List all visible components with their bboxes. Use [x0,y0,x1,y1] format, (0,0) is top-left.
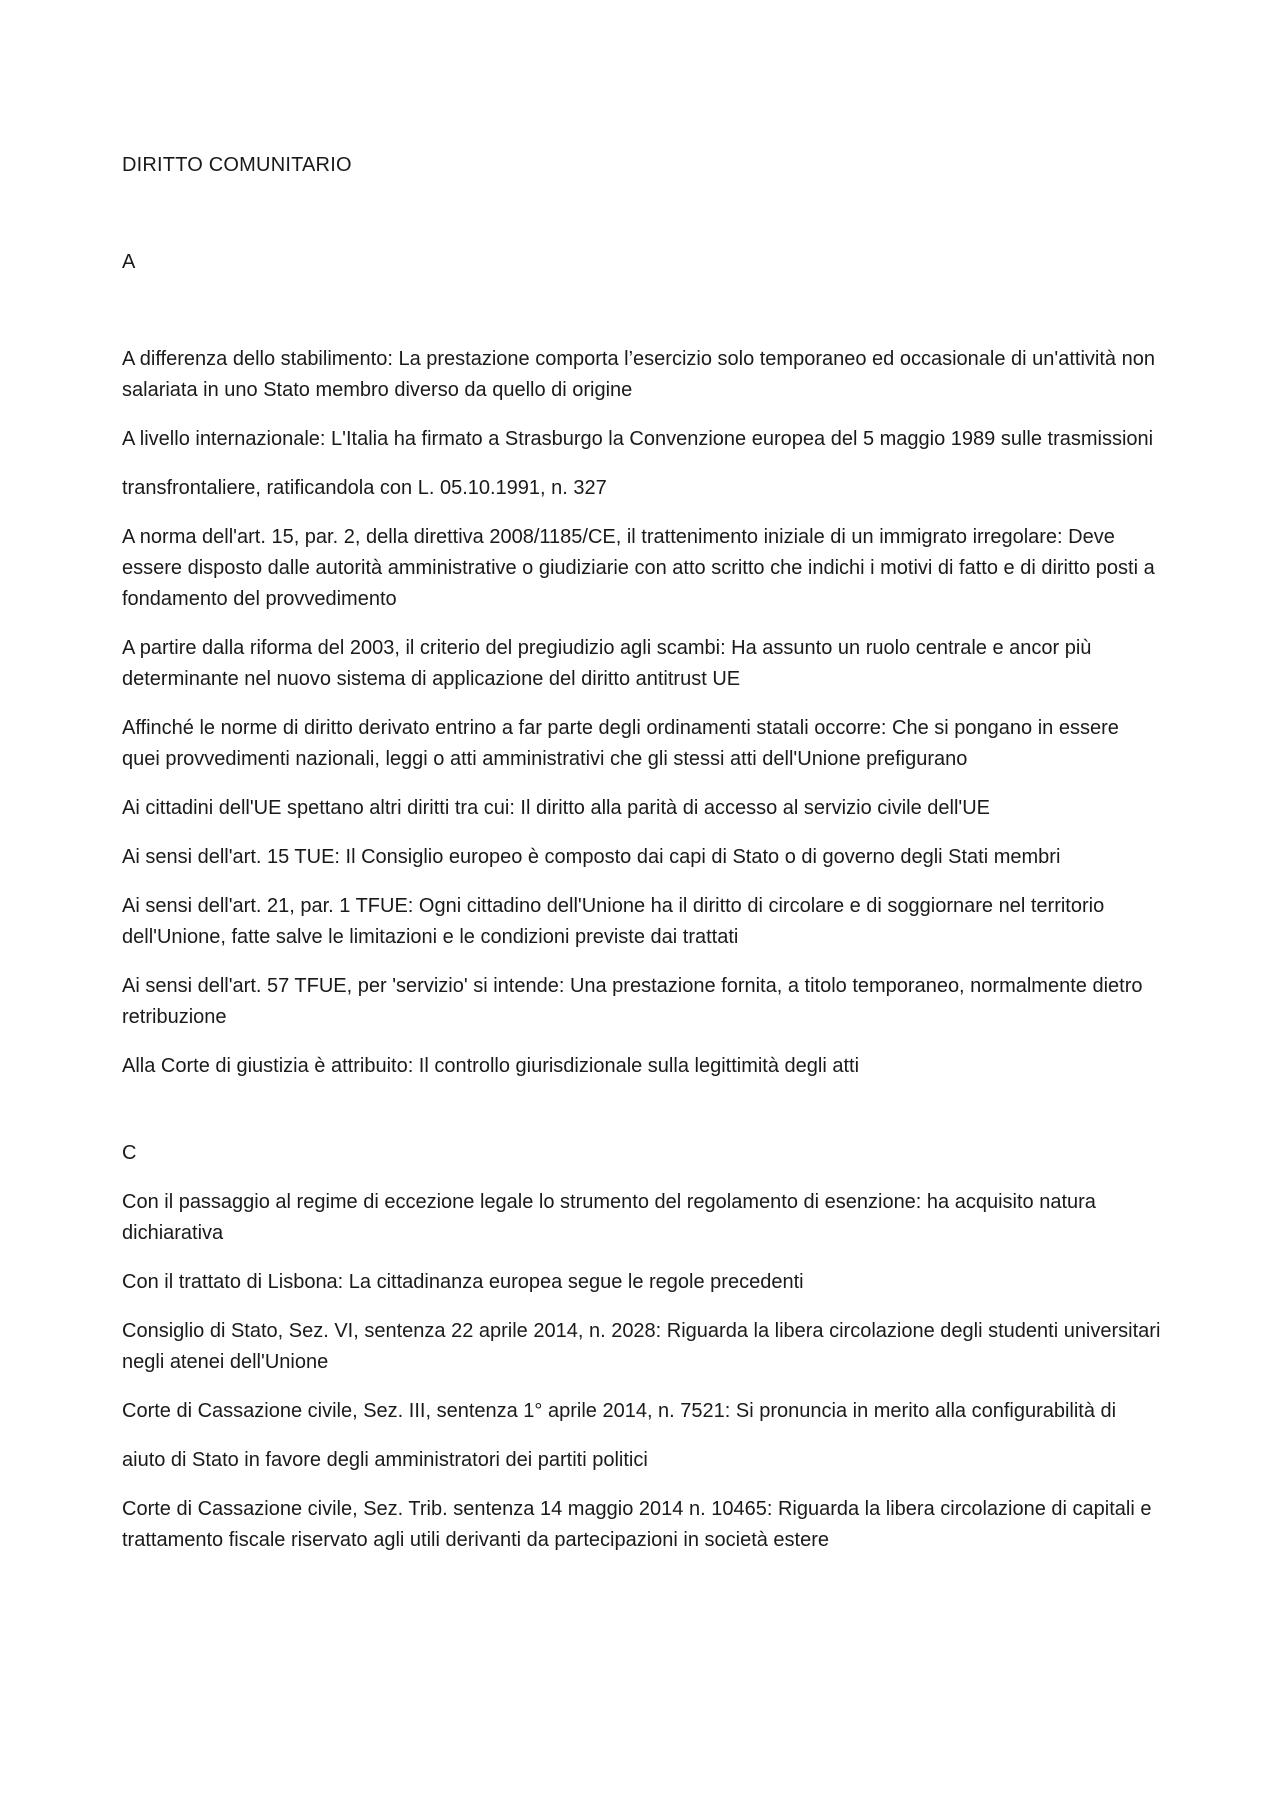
entry-paragraph: A differenza dello stabilimento: La prestazione comporta l’esercizio solo temporaneo ed occasionale di un'attività non salariata in uno Stato membro diverso da quello di origine [122,348,1155,401]
entry-paragraph: Corte di Cassazione civile, Sez. Trib. sentenza 14 maggio 2014 n. 10465: Riguarda la libera circolazione di capitali e trattamento fiscale riservato agli utili derivanti da partecipazioni in società estere [122,1498,1152,1551]
entry-paragraph: Ai sensi dell'art. 57 TFUE, per 'servizio' si intende: Una prestazione fornita, a titolo temporaneo, normalmente dietro retribuzione [122,975,1143,1028]
entry-paragraph: A norma dell'art. 15, par. 2, della direttiva 2008/1185/CE, il trattenimento iniziale di un immigrato irregolare: Deve essere disposto dalle autorità amministrative o giudiziarie con atto scritto che indichi i motivi di fatto e di diritto posti a fondamento del provvedimento [122,526,1155,610]
entry-paragraph: Con il passaggio al regime di eccezione legale lo strumento del regolamento di esenzione: ha acquisito natura dichiarativa [122,1191,1096,1244]
section-heading-a: A [122,251,136,273]
entry-paragraph: aiuto di Stato in favore degli amministratori dei partiti politici [122,1449,648,1471]
entry-paragraph: Corte di Cassazione civile, Sez. III, sentenza 1° aprile 2014, n. 7521: Si pronuncia in merito alla configurabilità di [122,1400,1117,1422]
entry-paragraph: Ai cittadini dell'UE spettano altri diritti tra cui: Il diritto alla parità di accesso al servizio civile dell'UE [122,797,990,819]
section-heading-c: C [122,1142,137,1164]
entry-paragraph: Con il trattato di Lisbona: La cittadinanza europea segue le regole precedenti [122,1271,804,1293]
entry-paragraph: A livello internazionale: L'Italia ha firmato a Strasburgo la Convenzione europea del 5 maggio 1989 sulle trasmissioni [122,428,1154,450]
document-body [122,150,1162,1574]
document-title: DIRITTO COMUNITARIO [122,154,352,176]
entry-paragraph: Consiglio di Stato, Sez. VI, sentenza 22 aprile 2014, n. 2028: Riguarda la libera circolazione degli studenti universitari negli atenei dell'Unione [122,1320,1161,1373]
entry-paragraph: transfrontaliere, ratificandola con L. 05.10.1991, n. 327 [122,477,607,499]
entry-paragraph: Alla Corte di giustizia è attribuito: Il controllo giurisdizionale sulla legittimità degli atti [122,1055,860,1077]
entry-paragraph: Ai sensi dell'art. 21, par. 1 TFUE: Ogni cittadino dell'Unione ha il diritto di circolare e di soggiornare nel territorio dell'Unione, fatte salve le limitazioni e le condizioni previste dai trattati [122,895,1105,948]
entry-paragraph: A partire dalla riforma del 2003, il criterio del pregiudizio agli scambi: Ha assunto un ruolo centrale e ancor più determinante nel nuovo sistema di applicazione del diritto antitrust UE [122,637,1092,690]
entry-paragraph: Ai sensi dell'art. 15 TUE: Il Consiglio europeo è composto dai capi di Stato o di governo degli Stati membri [122,846,1061,868]
entry-paragraph: Affinché le norme di diritto derivato entrino a far parte degli ordinamenti statali occorre: Che si pongano in essere quei provvedimenti nazionali, leggi o atti amministrativi che gli stessi atti dell'Unione prefigurano [122,717,1119,770]
